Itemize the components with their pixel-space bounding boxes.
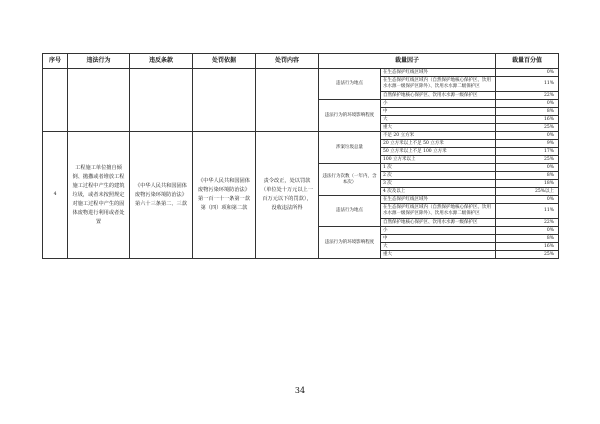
basis-cell [193,69,256,132]
factor-label: 违法行为地点 [319,69,381,100]
factor-option: 100 立方米以上 [381,156,496,164]
header-penalty: 处罚内容 [256,54,319,69]
factor-option: 3 次 [381,180,496,188]
factor-percent: 18% [496,180,559,188]
factor-label: 违法行为次数（一年内，含本次） [319,164,381,196]
factor-label: 违法行为地点 [319,196,381,227]
factor-option: 2 次 [381,172,496,180]
factor-percent: 16% [496,116,559,124]
factor-option: 中 [381,108,496,116]
factor-percent: 11% [496,77,559,92]
header-clause: 违反条款 [130,54,193,69]
factor-percent: 11% [496,204,559,219]
factor-option: 在生态保护红线区域内（自然保护地核心保护区、饮用水水源一级保护区除外）、饮用水水源二级保护区 [381,77,496,92]
violation-text: 工程施工单位擅自倾倒、抛撒或者堆放工程施工过程中产生的建筑垃圾，或者未按照规定对施工过程中产生的固体废物进行利用或者处置 [68,132,130,259]
factor-percent: 25% [496,156,559,164]
factor-percent: 25% [496,124,559,132]
header-factor: 裁量因子 [319,54,496,69]
factor-option: 小 [381,100,496,108]
factor-option: 20 立方米以上不足 50 立方米 [381,140,496,148]
factor-option: 大 [381,116,496,124]
factor-option: 自然保护地核心保护区、饮用水水源一级保护区 [381,219,496,227]
penalty-cell [256,69,319,132]
penalty-content: 责令改正，处以罚款（单位处十万元以上一百万元以下的罚款），没收违法所得 [256,132,319,259]
factor-option: 重大 [381,124,496,132]
row-number: 4 [43,132,68,259]
factor-percent: 8% [496,108,559,116]
factor-option: 大 [381,243,496,251]
factor-percent: 25%以上 [496,188,559,196]
factor-percent: 22% [496,92,559,100]
factor-percent: 0% [496,164,559,172]
factor-percent: 0% [496,69,559,77]
factor-option: 自然保护地核心保护区、饮用水水源一级保护区 [381,92,496,100]
factor-percent: 8% [496,235,559,243]
factor-percent: 0% [496,100,559,108]
factor-percent: 22% [496,219,559,227]
factor-percent: 17% [496,148,559,156]
factor-percent: 0% [496,227,559,235]
factor-option: 在生态保护红线区域内（自然保护地核心保护区、饮用水水源一级保护区除外）、饮用水水源二级保护区 [381,204,496,219]
factor-percent: 9% [496,140,559,148]
header-percent: 裁量百分值 [496,54,559,69]
clause-cell [130,69,193,132]
penalty-basis: 《中华人民共和国固体废物污染环境防治法》第一百一十一条第一款第（四）项和第二款 [193,132,256,259]
factor-option: 在生态保护红线区域外 [381,196,496,204]
factor-option: 50 立方米以上不足 100 立方米 [381,148,496,156]
factor-option: 重大 [381,251,496,259]
factor-option: 1 次 [381,164,496,172]
factor-option: 小 [381,227,496,235]
violated-clause: 《中华人民共和国固体废物污染环境防治法》第六十三条第二、三款 [130,132,193,259]
factor-option: 在生态保护红线区域外 [381,69,496,77]
table-row [43,132,559,140]
factor-label: 涉案垃圾总量 [319,132,381,164]
page-number: 34 [294,386,306,395]
factor-percent: 8% [496,172,559,180]
header-no: 序号 [43,54,68,69]
violation-cell [68,69,130,132]
factor-label: 违法行为的环境影响程度 [319,100,381,132]
header-row [43,54,559,69]
factor-label: 违法行为的环境影响程度 [319,227,381,259]
penalty-discretion-table [42,53,559,259]
factor-percent: 0% [496,132,559,140]
factor-percent: 0% [496,196,559,204]
factor-percent: 16% [496,243,559,251]
factor-option: 不足 20 立方米 [381,132,496,140]
factor-percent: 25% [496,251,559,259]
factor-option: 中 [381,235,496,243]
header-basis: 处罚依据 [193,54,256,69]
header-violation: 违法行为 [68,54,130,69]
table-row [43,69,559,77]
no-cell [43,69,68,132]
factor-option: 4 次及以上 [381,188,496,196]
